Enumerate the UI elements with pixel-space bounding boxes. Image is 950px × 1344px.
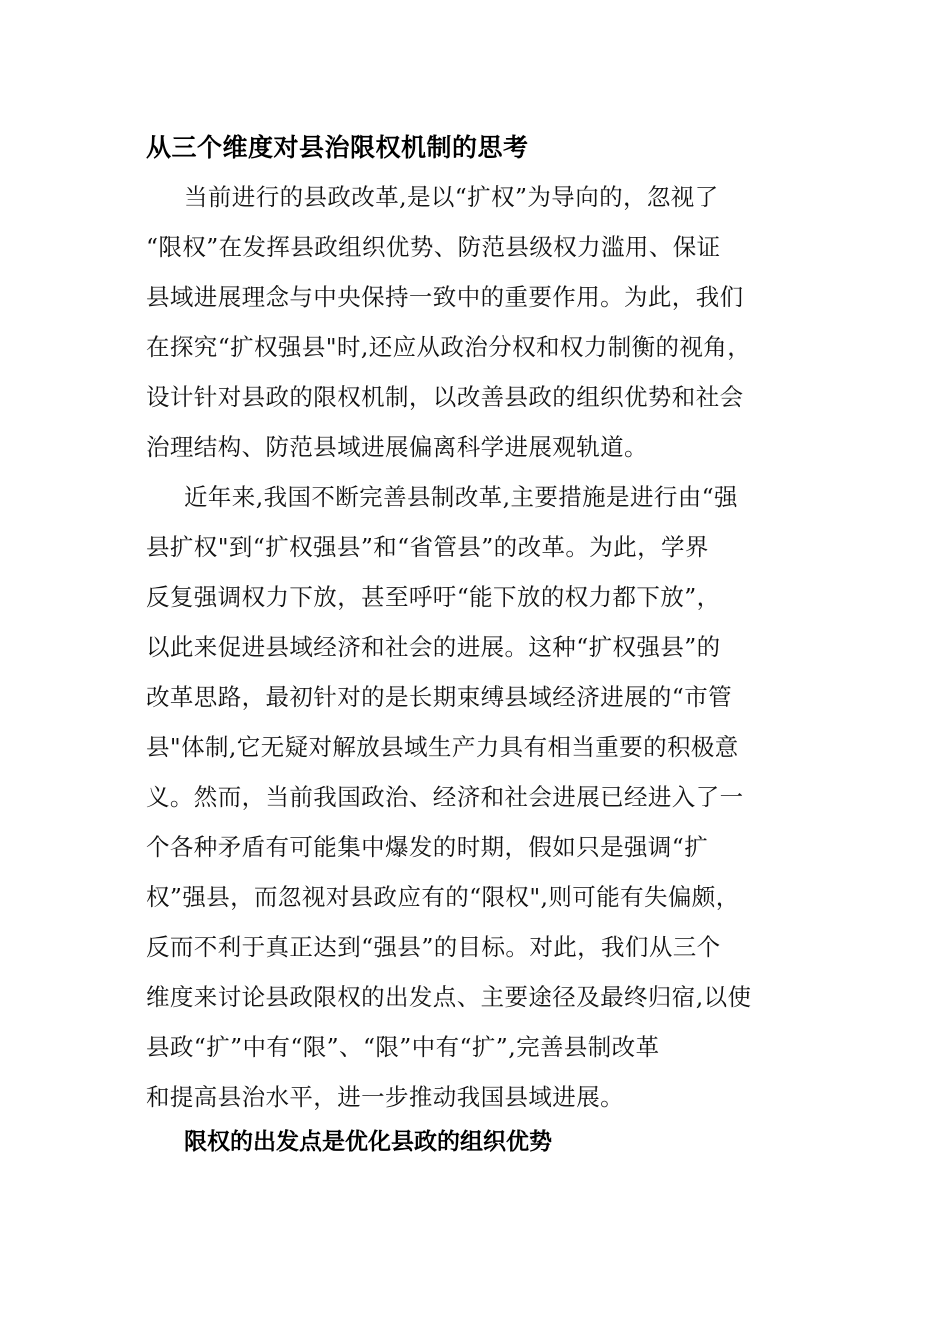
paragraph-line: 县域进展理念与中央保持一致中的重要作用。为此，我们: [146, 283, 744, 311]
paragraph-line: 反复强调权力下放，甚至呼吁“能下放的权力都下放”，: [146, 583, 721, 611]
paragraph-line: 治理结构、防范县域进展偏离科学进展观轨道。: [146, 433, 648, 461]
section-heading: 限权的出发点是优化县政的组织优势: [184, 1129, 552, 1155]
paragraph-line: 近年来,我国不断完善县制改革,主要措施是进行由“强: [184, 483, 738, 511]
paragraph-line: 权”强县，而忽视对县政应有的“限权",则可能有失偏颇，: [146, 883, 740, 911]
paragraph-line: 维度来讨论县政限权的出发点、主要途径及最终归宿,以使: [146, 983, 752, 1011]
paragraph-2: [146, 472, 806, 1122]
paragraph-line: 县"体制,它无疑对解放县域生产力具有相当重要的积极意: [146, 733, 739, 761]
paragraph-1: [146, 172, 806, 472]
paragraph-line: 义。然而，当前我国政治、经济和社会进展已经进入了一: [146, 783, 744, 811]
paragraph-line: 个各种矛盾有可能集中爆发的时期，假如只是强调“扩: [146, 833, 709, 861]
paragraph-line: 和提高县治水平，进一步推动我国县域进展。: [146, 1083, 624, 1111]
paragraph-line: “限权”在发挥县政组织优势、防范县级权力滥用、保证: [146, 233, 721, 261]
paragraph-line: 设计针对县政的限权机制，以改善县政的组织优势和社会: [146, 383, 744, 411]
paragraph-line: 反而不利于真正达到“强县”的目标。对此，我们从三个: [146, 933, 721, 961]
paragraph-line: 在探究“扩权强县"时,还应从政治分权和权力制衡的视角，: [146, 333, 752, 361]
paragraph-line: 以此来促进县域经济和社会的进展。这种“扩权强县”的: [146, 633, 721, 661]
paragraph-line: 改革思路，最初针对的是长期束缚县域经济进展的“市管: [146, 683, 733, 711]
paragraph-line: 县政“扩”中有“限”、“限”中有“扩”,完善县制改革: [146, 1033, 660, 1061]
document-title: 从三个维度对县治限权机制的思考: [146, 133, 529, 162]
paragraph-line: 县扩权"到“扩权强县”和“省管县”的改革。为此，学界: [146, 533, 709, 561]
paragraph-line: 当前进行的县政改革,是以“扩权”为导向的，忽视了: [184, 183, 719, 211]
